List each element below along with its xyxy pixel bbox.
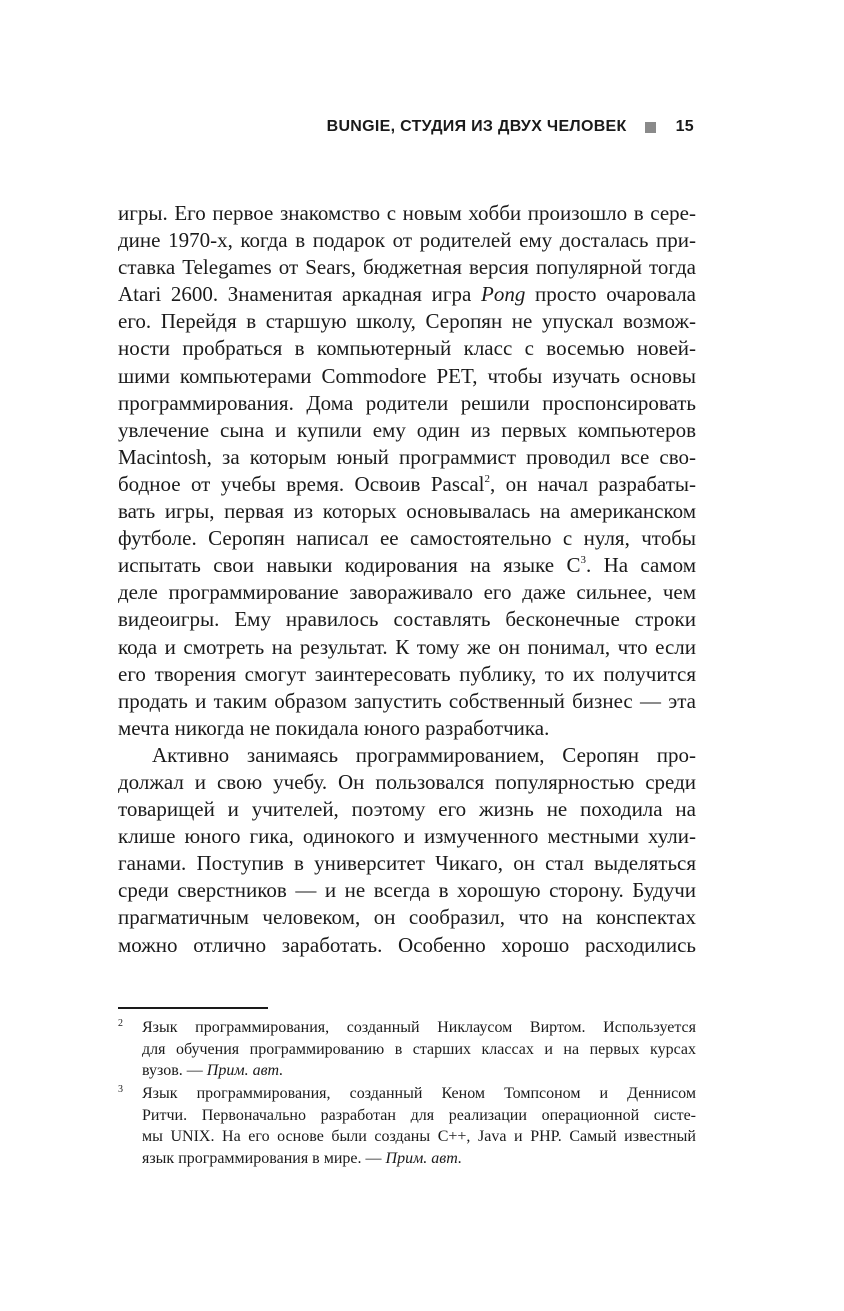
text-fragment: испытать свои навыки кодирования на языке C [118,553,581,578]
text-line: программирования. Дома родители решили проспонсировать [118,390,696,415]
text-line [118,552,696,579]
footnote-text [142,1017,696,1082]
text-line: кода и смотреть на результат. К тому же он понимал, что если [118,634,696,659]
text-fragment: бодное от учебы время. Освоив Pascal [118,471,485,496]
text-line: мечта никогда не покидала юного разработчика. [118,715,550,740]
text-line: клише юного гика, одинокого и измученного местными хули- [118,824,696,849]
page-number: 15 [675,118,694,135]
text-line: продать и таким образом запустить собственный бизнес — эта [118,688,696,713]
text-line: ставка Telegames от Sears, бюджетная версия популярной тогда [118,255,696,280]
text-line: ности пробраться в компьютерный класс с восемью новей- [118,336,696,361]
footnote-line [142,1060,696,1082]
footnotes [118,1017,696,1171]
text-fragment: язык программирования в мире. — [142,1150,382,1168]
text-fragment: Atari 2600. Знаменитая аркадная игра [118,282,472,307]
text-line: должал и свою учебу. Он пользовался популярностью среди [118,769,696,794]
text-line: игры. Его первое знакомство с новым хобби произошло в сере- [118,201,696,225]
footnote-ref-2[interactable]: 2 [484,472,490,485]
footnote-2 [118,1017,696,1082]
running-header [327,118,694,136]
footnote-line: мы UNIX. На его основе были созданы C++, Java и PHP. Самый известный [142,1128,696,1146]
text-line: прагматичным человеком, он сообразил, что на конспектах [118,905,696,930]
text-fragment: просто очаровала [535,282,696,307]
text-line: Macintosh, за которым юный программист проводил все сво- [118,444,696,469]
author-note-italic: Прим. авт. [206,1062,284,1080]
text-line: увлечение сына и купили ему один из первых компьютеров [118,417,696,442]
text-line: вать игры, первая из которых основывалась на американском [118,499,696,524]
text-line: футболе. Серопян написал ее самостоятельно с нуля, чтобы [118,526,696,551]
footnote-text [142,1083,696,1170]
footnote-line: для обучения программированию в старших классах и на первых курсах [142,1040,696,1058]
text-line: ганами. Поступив в университет Чикаго, он стал выделяться [118,851,696,876]
text-line: Активно занимаясь программированием, Серопян про- [152,742,696,767]
footnote-line: Ритчи. Первоначально разработан для реализации операционной систе- [142,1106,696,1124]
author-note-italic: Прим. авт. [385,1150,462,1168]
text-line: можно отлично заработать. Особенно хорошо расходились [118,932,696,957]
text-line: его. Перейдя в старшую школу, Серопян не упускал возмож- [118,309,696,334]
text-line: шими компьютерами Commodore PET, чтобы изучать основы [118,363,696,388]
paragraph-2 [118,742,696,959]
text-line: видеоигры. Ему нравилось составлять бесконечные строки [118,607,696,632]
text-line: товарищей и учителей, поэтому его жизнь не походила на [118,797,696,822]
footnote-3 [118,1083,696,1170]
text-line: среди сверстников — и не всегда в хорошую сторону. Будучи [118,878,696,903]
footnote-divider [118,1007,268,1009]
text-line: его творения смогут заинтересовать публику, то их получится [118,661,696,686]
footnote-number: 3 [118,1084,123,1096]
text-line: дине 1970-х, когда в подарок от родителей ему досталась при- [118,228,696,253]
text-fragment: , он начал разрабаты- [489,471,696,496]
footnote-number: 2 [118,1018,123,1029]
text-fragment: вузов. — [142,1062,203,1080]
text-line [118,281,696,308]
footnote-line [142,1148,696,1170]
game-title-italic: Pong [481,282,526,307]
footnote-line: Язык программирования, созданный Никлаусом Виртом. Используется [142,1019,696,1036]
chapter-title: BUNGIE, СТУДИЯ ИЗ ДВУХ ЧЕЛОВЕК [326,118,627,135]
paragraph-1 [118,200,696,742]
text-line [118,471,696,498]
footnote-line: Язык программирования, созданный Кеном Томпсоном и Деннисом [142,1085,696,1103]
header-separator-square [645,122,656,133]
footnote-ref-3[interactable]: 3 [580,554,586,567]
main-text [118,200,696,959]
text-line: деле программирование завораживало его даже сильнее, чем [118,580,696,605]
text-fragment: . На самом [585,553,696,578]
